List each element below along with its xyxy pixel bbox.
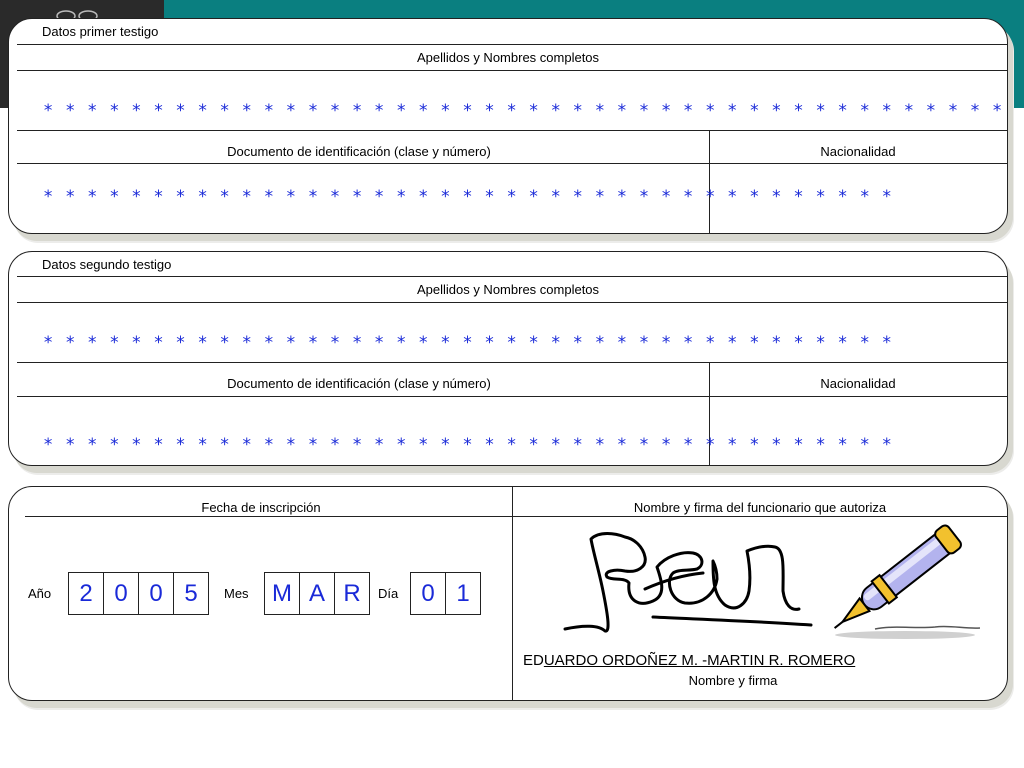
month-letter: R [343,579,361,607]
day-boxes [410,572,481,615]
day-label: Día [378,586,399,601]
fountain-pen-icon [815,517,985,642]
first-witness-names-header: Apellidos y Nombres completos [416,50,600,65]
first-witness-doc-value: * * * * * * * * * * * * * * * * * * * * * * * * * * * * * * * * * * * * * * * [43,187,893,207]
month-label: Mes [224,586,249,601]
year-label: Año [28,586,52,601]
divider [17,44,1007,45]
divider [17,130,1007,131]
column-divider [709,130,710,233]
registration-date-header: Fecha de inscripción [201,500,321,515]
first-witness-names-value: * * * * * * * * * * * * * * * * * * * * * * * * * * * * * * * * * * * * * * * * * * * * [43,101,1004,121]
second-witness-names-header: Apellidos y Nombres completos [416,282,600,297]
divider [17,163,1007,164]
divider [17,362,1007,363]
first-witness-doc-header: Documento de identificación (clase y número) [227,144,491,159]
first-witness-title: Datos primer testigo [42,24,159,39]
year-digit: 0 [139,573,174,614]
second-witness-title: Datos segundo testigo [42,257,172,272]
official-name [523,652,855,669]
registration-card [8,486,1008,701]
official-header: Nombre y firma del funcionario que autoriza [633,500,887,515]
signature-caption: Nombre y firma [688,673,778,688]
second-witness-card [8,251,1008,466]
month-boxes [264,572,370,615]
second-witness-names-value: * * * * * * * * * * * * * * * * * * * * * * * * * * * * * * * * * * * * * * * [43,333,893,353]
month-letter: A [300,573,335,614]
divider [17,70,1007,71]
official-name-underlined: UARDO ORDOÑEZ M. -MARTIN R. ROMERO [543,652,856,669]
day-digit: 1 [456,579,470,607]
year-boxes [68,572,209,615]
handwritten-signature [553,521,813,641]
column-divider [512,487,513,700]
day-digit: 0 [411,573,446,614]
official-name-prefix: ED [523,652,544,669]
second-witness-doc-header: Documento de identificación (clase y número) [227,376,491,391]
month-letter: M [265,573,300,614]
year-digit: 5 [184,579,198,607]
divider [17,396,1007,397]
year-digit: 0 [104,573,139,614]
year-digit: 2 [69,573,104,614]
divider [17,302,1007,303]
first-witness-nationality-header: Nacionalidad [820,144,896,159]
first-witness-card [8,18,1008,234]
second-witness-nationality-header: Nacionalidad [820,376,896,391]
second-witness-doc-value: * * * * * * * * * * * * * * * * * * * * * * * * * * * * * * * * * * * * * * * [43,435,893,455]
divider [17,276,1007,277]
